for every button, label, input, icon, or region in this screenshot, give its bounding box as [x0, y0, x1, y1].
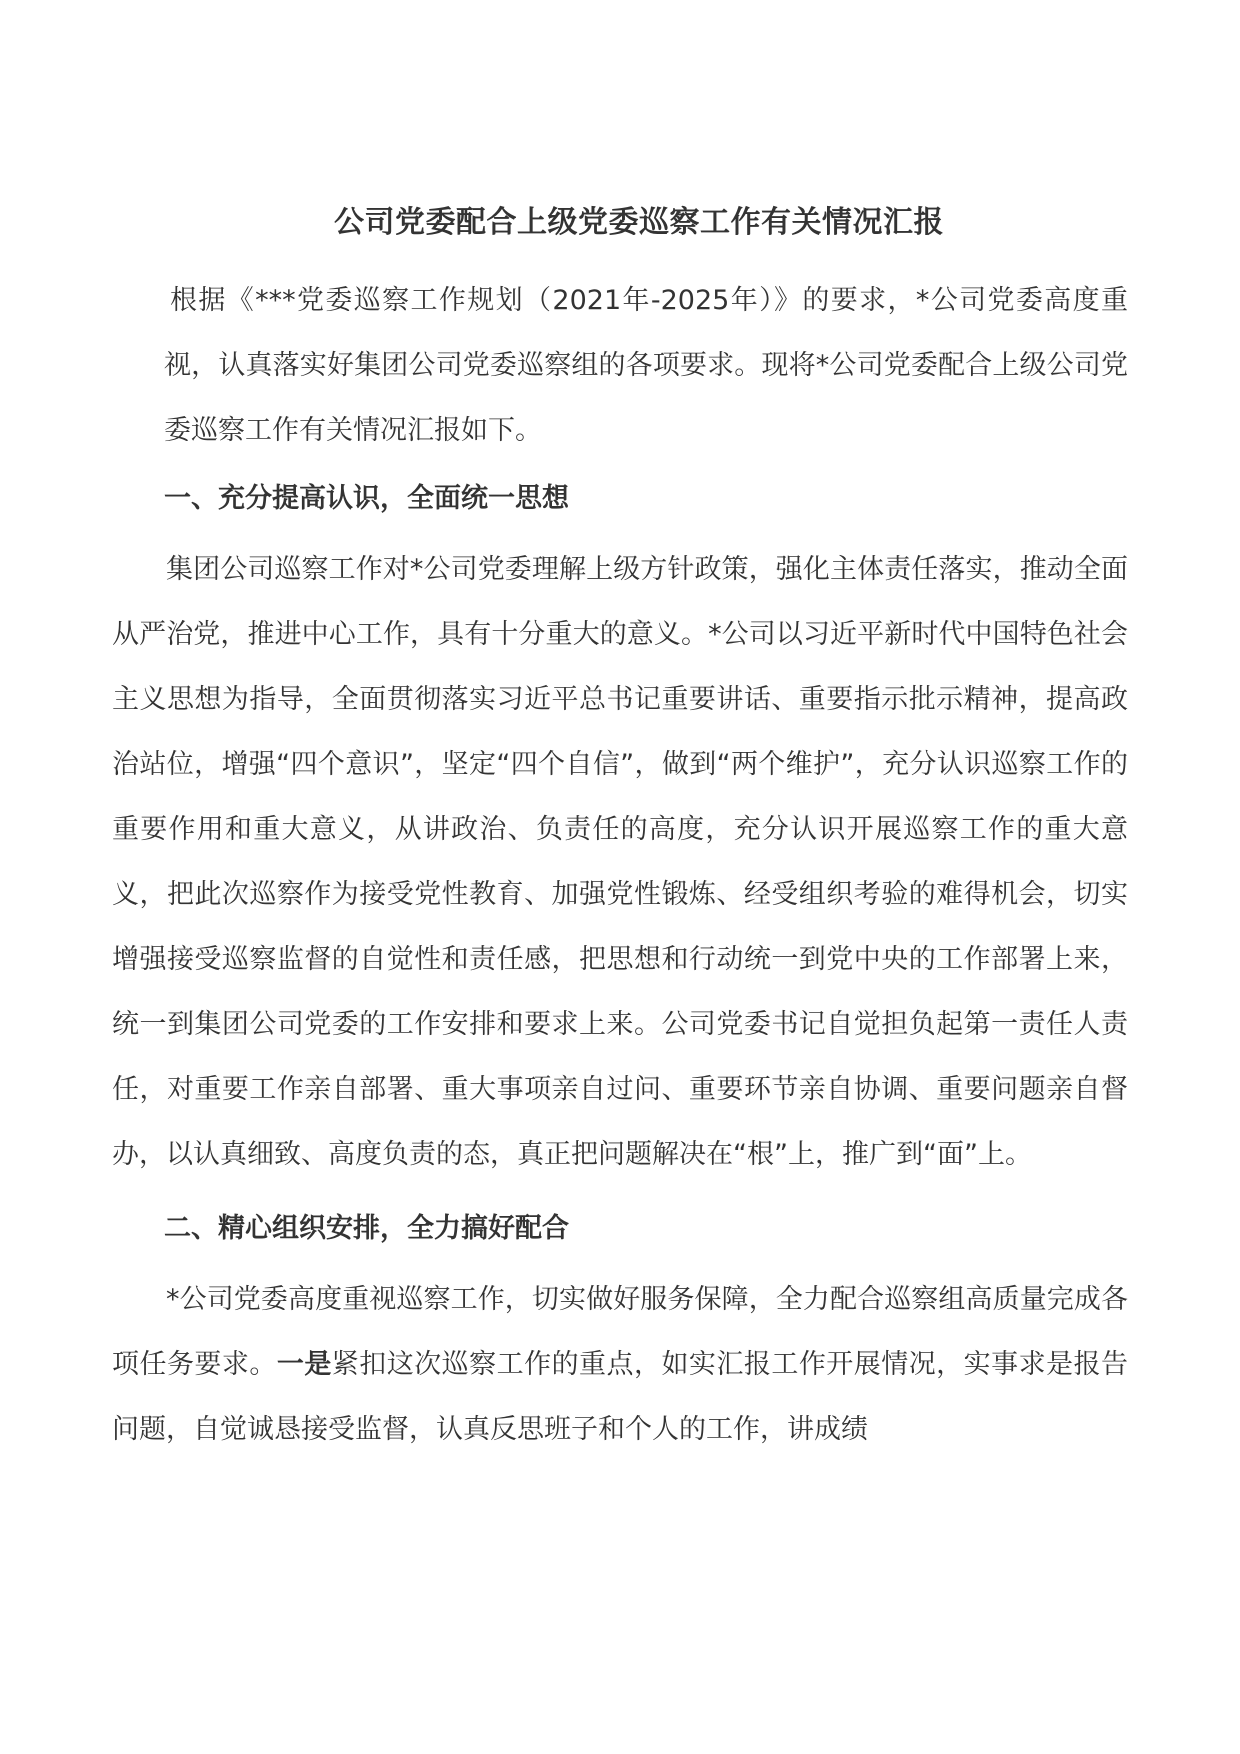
section-2-emphasis: 一是 — [276, 1349, 332, 1380]
document-title: 公司党委配合上级党委巡察工作有关情况汇报 — [334, 205, 944, 240]
section-1-paragraph: 集团公司巡察工作对*公司党委理解上级方针政策，强化主体责任落实，推动全面从严治党，推进中心工作，具有十分重大的意义。*公司以习近平新时代中国特色社会主义思想为指导，全面贯彻落实习近平总书记重要讲话、重要指示批示精神，提高政治站位，增强“四个意识”，坚定“四个自信”，做到“两个维护”，充分认识巡察工作的重要作用和重大意义，从讲政治、负责任的高度，充分认识开展巡察工作的重大意义，把此次巡察作为接受党性教育、加强党性锻炼、经受组织考验的难得机会，切实增强接受巡察监督的自觉性和责任感，把思想和行动统一到党中央的工作部署上来，统一到集团公司党委的工作安排和要求上来。公司党委书记自觉担负起第一责任人责任，对重要工作亲自部署、重大事项亲自过问、重要环节亲自协调、重要问题亲自督办，以认真细致、高度负责的态，真正把问题解决在“根”上，推广到“面”上。 — [112, 554, 1128, 1170]
section-1-heading: 一、充分提高认识，全面统一思想 — [164, 483, 569, 514]
section-2-body-rest: 紧扣这次巡察工作的重点，如实汇报工作开展情况，实事求是报告问题，自觉诚恳接受监督，认真反思班子和个人的工作，讲成绩 — [112, 1349, 1129, 1445]
section-2-heading: 二、精心组织安排，全力搞好配合 — [164, 1213, 569, 1244]
section-2-paragraph — [112, 1267, 1128, 1462]
section-2-body-start: *公司党委高度重视巡察工作，切实做好服务保障，全力配合巡察组高质量完成各项任务要求。 — [112, 1284, 1128, 1380]
intro-paragraph: 根据《***党委巡察工作规划（2021年-2025年）》的要求，*公司党委高度重视，认真落实好集团公司党委巡察组的各项要求。现将*公司党委配合上级公司党委巡察工作有关情况汇报如下。 — [164, 285, 1128, 446]
document-body — [112, 202, 1128, 1462]
